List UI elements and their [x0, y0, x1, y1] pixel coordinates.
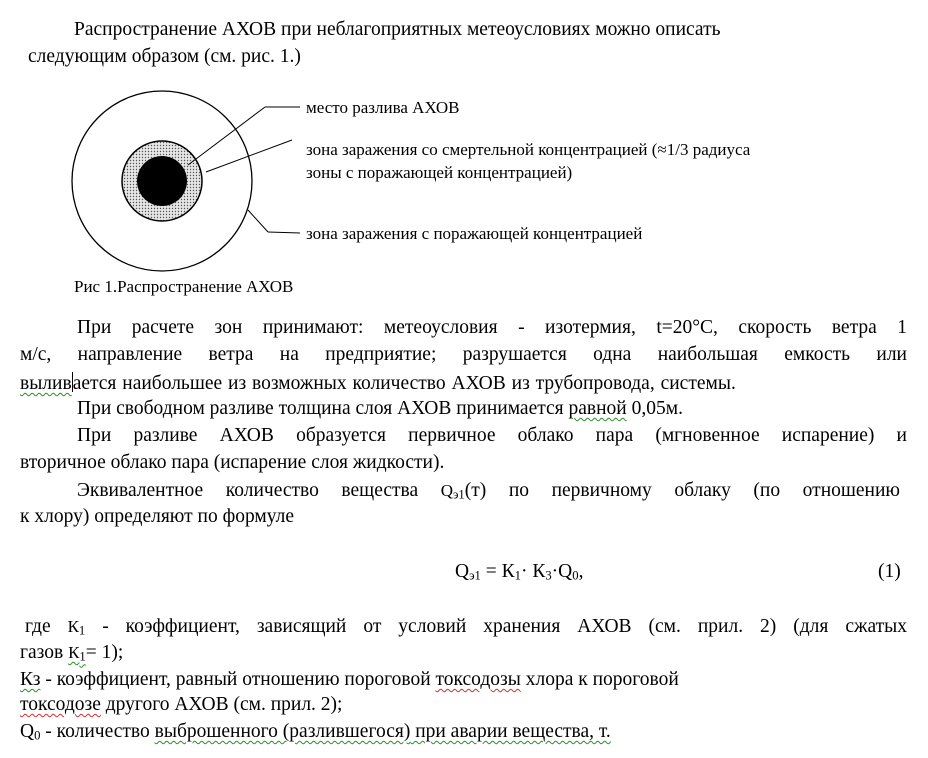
- def-k1-sub: 1: [78, 623, 86, 638]
- def-q0-text-a: - количество: [40, 721, 155, 742]
- para3-line-1: При разливе АХОВ образуется первичное облако пара (мгновенное испарение) и: [77, 425, 907, 446]
- def-k3-text-b: хлора к пороговой: [520, 669, 679, 690]
- def-k1-symbol-2: К: [68, 643, 80, 662]
- para4-text-b: (т) по первичному облаку (по отношению: [464, 480, 900, 501]
- para2-text-a: При свободном разливе толщина слоя АХОВ принимается: [77, 398, 569, 419]
- intro-line-1: Распространение АХОВ при неблагоприятных метеоусловиях можно описать: [74, 19, 721, 40]
- para1-line-3-rest: ается наибольшее из возможных количество АХОВ из трубопровода, системы.: [72, 373, 736, 394]
- formula: [455, 562, 583, 582]
- para1-line-2: м/с, направление ветра на предприятие; разрушается одна наибольшая емкость или: [20, 344, 907, 365]
- def-k1-line-2: [20, 643, 123, 663]
- label-damaging-zone: зона заражения с поражающей концентрацией: [306, 224, 643, 243]
- def-k3-text-a: - коэффициент, равный отношению пороговой: [40, 669, 436, 690]
- para4-q-sub: э1: [452, 487, 465, 502]
- para2-word-ravnoy: равной: [568, 398, 627, 419]
- def-k3-word-toksodoze: токсодозе: [20, 694, 101, 715]
- formula-q: Q: [455, 561, 470, 582]
- label-lethal-zone-line-2: зоны с поражающей концентрацией): [306, 163, 573, 182]
- def-k1-line-1: [25, 617, 907, 637]
- formula-k1-sub: 1: [514, 568, 521, 583]
- formula-k3-sub: 3: [545, 568, 552, 583]
- formula-dot1: · К: [520, 561, 546, 582]
- formula-eq: = К: [480, 561, 515, 582]
- leader-spill: [188, 107, 265, 165]
- formula-dot2: ·Q: [551, 561, 573, 582]
- def-q0-sub: 0: [34, 728, 41, 743]
- formula-q-sub: э1: [469, 568, 481, 583]
- formula-q0-sub: 0: [572, 568, 579, 583]
- def-q0-text-b: при аварии вещества, т.: [410, 721, 611, 742]
- para4-q-symbol: Q: [440, 481, 453, 500]
- def-q0-line: [20, 722, 611, 742]
- leader-lethal: [206, 140, 292, 172]
- para1-line-1: При расчете зон принимают: метеоусловия - изотермия, t=20°С, скорость ветра 1: [77, 317, 907, 338]
- def-k1-text: - коэффициент, зависящий от условий хранения АХОВ (см. прил. 2) (для сжатых: [85, 616, 907, 637]
- def-k1-eq: = 1);: [85, 642, 124, 663]
- def-k3-text-c: другого АХОВ (см. прил. 2);: [100, 694, 343, 715]
- def-k1-gases: газов: [20, 642, 69, 663]
- para4-text-a: Эквивалентное количество вещества: [77, 480, 441, 501]
- para2-line: [77, 399, 683, 419]
- def-k1-sub-2: 1: [79, 649, 86, 664]
- leader-damaging: [248, 210, 268, 232]
- label-spill-site: место разлива АХОВ: [306, 98, 460, 117]
- label-lethal-zone-line-1: зона заражения со смертельной концентрацией (≈1/3 радиуса: [306, 140, 751, 159]
- para3-line-2: вторичное облако пара (испарение слоя жидкости).: [20, 452, 445, 473]
- spill-center: [137, 156, 187, 206]
- para4-line-2: к хлору) определяют по формуле: [20, 506, 295, 527]
- def-k1-where: где: [25, 616, 68, 637]
- intro-line-2: следующим образом (см. рис. 1.): [28, 46, 301, 67]
- para1-word-vyliv: вылив: [20, 373, 72, 394]
- def-k1-symbol: К: [67, 617, 79, 636]
- def-q0-symbol: Q: [20, 721, 35, 742]
- para1-line-3: [20, 372, 736, 394]
- para2-text-c: 0,05м.: [626, 398, 683, 419]
- formula-number: (1): [878, 561, 901, 582]
- def-k3-symbol: Кз: [20, 669, 41, 690]
- figure-caption: Рис 1.Распространение АХОВ: [74, 277, 294, 296]
- def-k3-word-toksodozy: токсодозы: [435, 669, 521, 690]
- para4-line-1: [77, 481, 900, 501]
- formula-tail: ,: [578, 561, 584, 582]
- def-k3-line-1: [20, 670, 679, 690]
- def-q0-phrase: выброшенного (разлившегося): [154, 721, 411, 742]
- def-k3-line-2: [20, 695, 342, 715]
